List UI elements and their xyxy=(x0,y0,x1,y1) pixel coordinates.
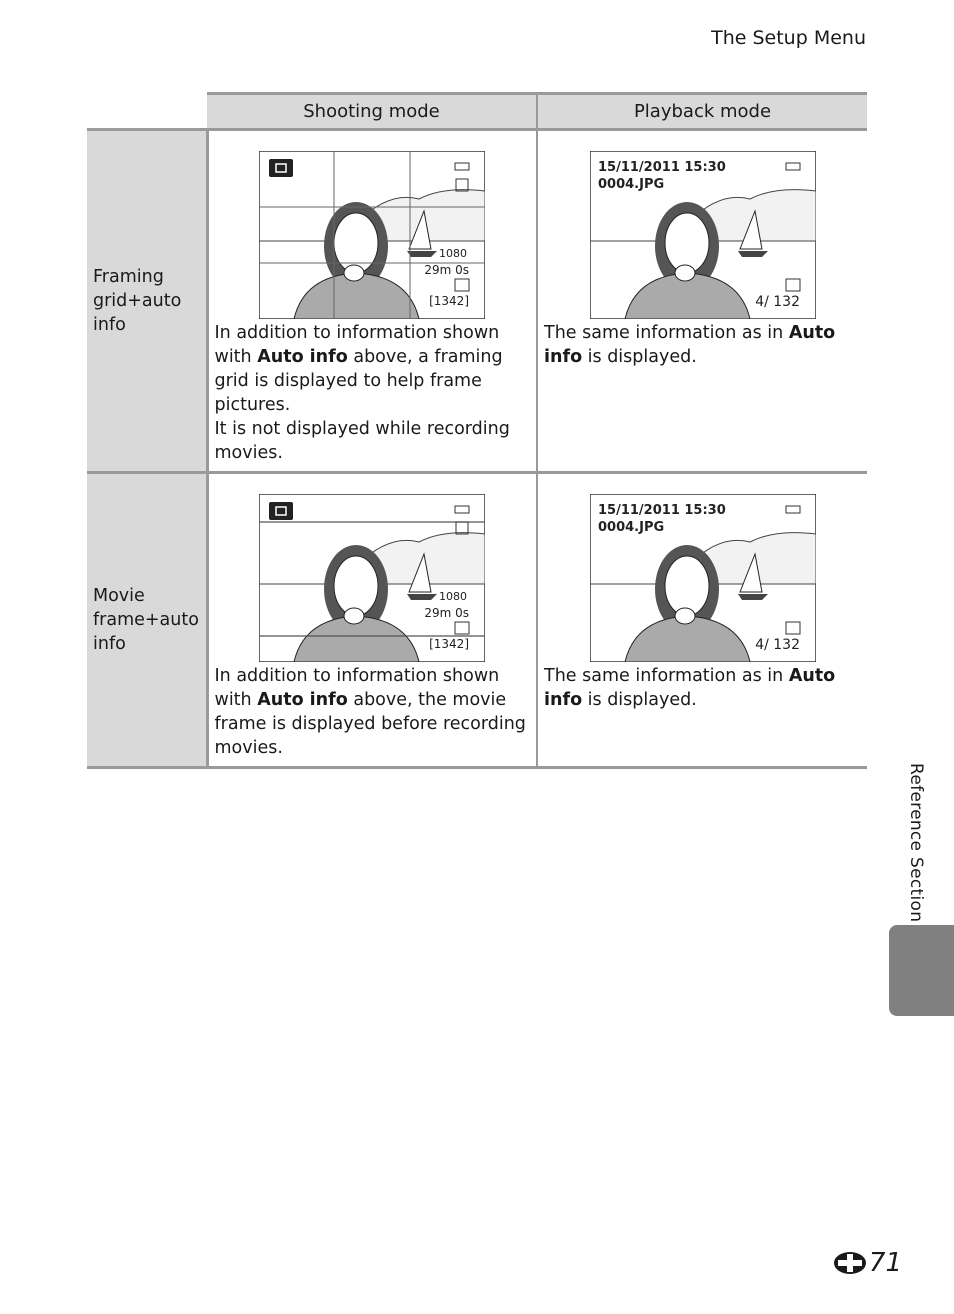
column-header-playback: Playback mode xyxy=(537,94,867,130)
remaining-shots: [1342] xyxy=(429,637,470,651)
playback-screen-image xyxy=(590,151,816,319)
playback-cell xyxy=(537,473,867,768)
shooting-description: In addition to information shown with Auto info above, a framing grid is displayed to help frame pictures. It is not displayed while recording movies. xyxy=(214,323,510,463)
playback-description: The same information as in Auto info is displayed. xyxy=(544,323,836,367)
shooting-cell xyxy=(207,130,537,473)
remaining-time: 29m 0s xyxy=(424,606,470,620)
column-header-shooting: Shooting mode xyxy=(207,94,537,130)
header-blank xyxy=(87,94,207,130)
file-name: 0004.JPG xyxy=(597,177,664,192)
shooting-screen-image xyxy=(259,151,485,319)
reference-section-icon xyxy=(833,1251,867,1275)
date-time: 15/11/2011 15:30 xyxy=(597,160,726,175)
shooting-cell xyxy=(207,473,537,768)
frame-counter: 4/ 132 xyxy=(754,637,800,653)
shooting-description: In addition to information shown with Auto info above, the movie frame is displayed before recording movies. xyxy=(214,666,526,758)
remaining-time: 29m 0s xyxy=(424,263,470,277)
movie-resolution: 1080 xyxy=(439,247,468,260)
page-header-title: The Setup Menu xyxy=(711,27,866,49)
table-row-movie-frame xyxy=(87,473,867,768)
row-label: Framing grid+auto info xyxy=(87,130,207,473)
date-time: 15/11/2011 15:30 xyxy=(597,503,726,518)
table-row-framing-grid xyxy=(87,130,867,473)
shooting-screen-image xyxy=(259,494,485,662)
frame-counter: 4/ 132 xyxy=(754,294,800,310)
remaining-shots: [1342] xyxy=(429,294,470,308)
section-side-label: Reference Section xyxy=(906,763,926,923)
section-tab xyxy=(889,925,954,1016)
page-number: 71 xyxy=(833,1248,902,1278)
file-name: 0004.JPG xyxy=(597,520,664,535)
playback-screen-image xyxy=(590,494,816,662)
display-options-table xyxy=(87,92,867,769)
playback-description: The same information as in Auto info is displayed. xyxy=(544,666,836,710)
row-label: Movie frame+auto info xyxy=(87,473,207,768)
playback-cell xyxy=(537,130,867,473)
movie-resolution: 1080 xyxy=(439,590,468,603)
